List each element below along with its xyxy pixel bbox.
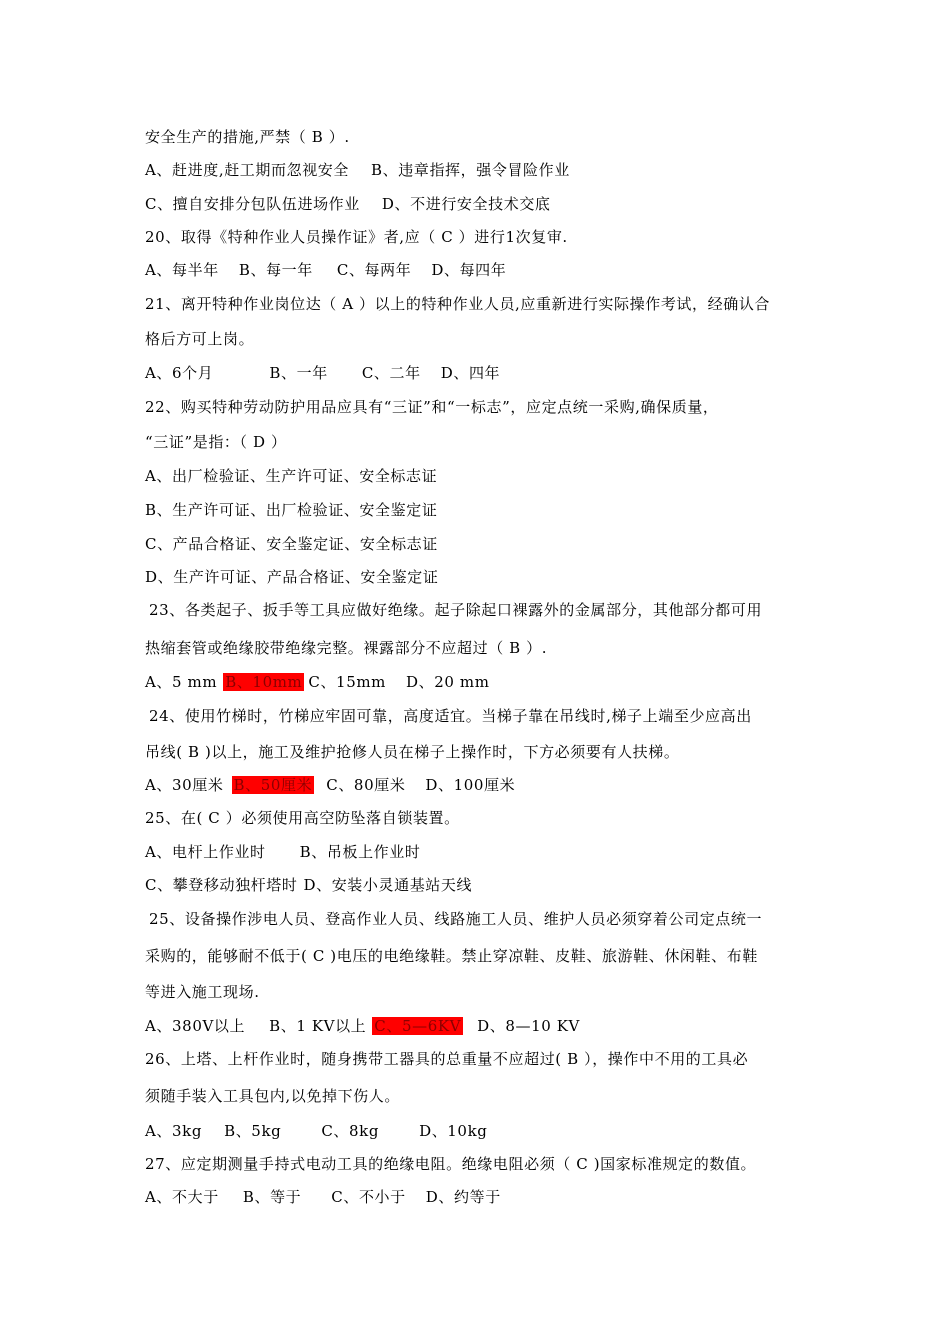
option-c: C、不小于 (331, 1188, 406, 1206)
option-b: B、一年 (269, 364, 328, 382)
q23-options (145, 672, 810, 692)
text: 须随手装入工具包内,以免掉下伤人。 (145, 1087, 400, 1105)
option-d: D、约等于 (425, 1188, 501, 1206)
q26-stem-1 (145, 1049, 810, 1069)
option-a: A、5 mm (145, 673, 218, 691)
q24-stem-1 (149, 706, 810, 726)
text: C、产品合格证、安全鉴定证、安全标志证 (145, 535, 438, 553)
option-c: C、15mm (308, 673, 386, 691)
text: 23、各类起子、扳手等工具应做好绝缘。起子除起口裸露外的金属部分，其他部分都可用 (149, 601, 763, 619)
text: 25、设备操作涉电人员、登高作业人员、线路施工人员、维护人员必须穿着公司定点统一 (149, 910, 763, 928)
text: 吊线( B )以上，施工及维护抢修人员在梯子上操作时，下方必须要有人扶梯。 (145, 743, 680, 761)
option-a: A、30厘米 (145, 776, 224, 794)
q19-options-cd (145, 194, 810, 214)
text: 格后方可上岗。 (145, 330, 255, 348)
q19-stem-cont (145, 127, 810, 147)
text: 等进入施工现场. (145, 983, 260, 1001)
option-a: A、不大于 (145, 1188, 219, 1206)
text: 27、应定期测量手持式电动工具的绝缘电阻。绝缘电阻必须（ C )国家标准规定的数值。 (145, 1155, 757, 1173)
q25b-options (145, 1016, 810, 1036)
text: 25、在( C ）必须使用高空防坠落自锁装置。 (145, 809, 460, 827)
q22-option-b (145, 500, 810, 520)
option-d: D、10kg (419, 1122, 488, 1140)
q25b-stem-2 (145, 946, 810, 966)
text: 26、上塔、上杆作业时，随身携带工器具的总重量不应超过( B ），操作中不用的工具必 (145, 1050, 749, 1068)
option-d: D、不进行安全技术交底 (381, 195, 551, 213)
option-b: B、等于 (242, 1188, 302, 1206)
text: 安全生产的措施,严禁（ B ）. (145, 128, 350, 146)
q22-option-d (145, 567, 810, 587)
option-b: B、吊板上作业时 (299, 843, 421, 861)
option-d: D、20 mm (406, 673, 490, 691)
option-d: D、安装小灵通基站天线 (303, 876, 473, 894)
option-c: C、擅自安排分包队伍进场作业 (145, 195, 360, 213)
q25-options-ab (145, 842, 810, 862)
q22-stem-1 (145, 397, 810, 417)
option-a: A、电杆上作业时 (145, 843, 266, 861)
text: 24、使用竹梯时，竹梯应牢固可靠，高度适宜。当梯子靠在吊线时,梯子上端至少应高出 (149, 707, 752, 725)
option-c: C、每两年 (336, 261, 412, 279)
q27-options (145, 1187, 810, 1207)
option-a: A、每半年 (145, 261, 219, 279)
text: B、生产许可证、出厂检验证、安全鉴定证 (145, 501, 438, 519)
q22-option-a (145, 466, 810, 486)
q25-options-cd (145, 875, 810, 895)
option-c: C、80厘米 (326, 776, 406, 794)
text: 采购的，能够耐不低于( C )电压的电绝缘鞋。禁止穿凉鞋、皮鞋、旅游鞋、休闲鞋、布鞋 (145, 947, 758, 965)
option-b-highlighted: B、10mm (225, 673, 303, 691)
text: 21、离开特种作业岗位达（ A ）以上的特种作业人员,应重新进行实际操作考试，经确认合 (145, 295, 771, 313)
q20-options (145, 260, 810, 280)
q25-stem (145, 808, 810, 828)
text: 20、取得《特种作业人员操作证》者,应（ C ）进行1次复审. (145, 228, 568, 246)
q23-stem-1 (149, 600, 810, 620)
option-c: C、攀登移动独杆塔时 (145, 876, 298, 894)
option-d: D、每四年 (431, 261, 507, 279)
option-a: A、6个月 (145, 364, 214, 382)
option-a: A、赶进度,赶工期而忽视安全 (145, 161, 350, 179)
option-d: D、四年 (440, 364, 501, 382)
q25b-stem-1 (149, 909, 810, 929)
q27-stem (145, 1154, 810, 1174)
text: D、生产许可证、产品合格证、安全鉴定证 (145, 568, 439, 586)
q22-stem-2 (145, 432, 810, 452)
q21-options (145, 363, 810, 383)
option-b: B、违章指挥，强令冒险作业 (371, 161, 570, 179)
text: A、出厂检验证、生产许可证、安全标志证 (145, 467, 438, 485)
option-a: A、380V以上 (145, 1017, 246, 1035)
text: 热缩套管或绝缘胶带绝缘完整。裸露部分不应超过（ B ）. (145, 639, 548, 657)
option-b: B、5kg (224, 1122, 282, 1140)
q19-options-ab (145, 160, 810, 180)
q25b-stem-3 (145, 982, 810, 1002)
option-b-highlighted: B、50厘米 (233, 776, 313, 794)
option-a: A、3kg (145, 1122, 203, 1140)
q22-option-c (145, 534, 810, 554)
option-d: D、8—10 KV (477, 1017, 580, 1035)
q21-stem-1 (145, 294, 810, 314)
q24-stem-2 (145, 742, 810, 762)
option-c: C、二年 (361, 364, 421, 382)
q26-options (145, 1121, 810, 1141)
q26-stem-2 (145, 1086, 810, 1106)
q21-stem-2 (145, 329, 810, 349)
q20-stem (145, 227, 810, 247)
option-c: C、8kg (321, 1122, 380, 1140)
option-d: D、100厘米 (425, 776, 516, 794)
option-c-highlighted: C、5—6KV (374, 1017, 462, 1035)
q24-options (145, 775, 810, 795)
option-b: B、每一年 (238, 261, 313, 279)
q23-stem-2 (145, 638, 810, 658)
option-b: B、1 KV以上 (269, 1017, 367, 1035)
text: “三证”是指：（ D ） (145, 433, 287, 451)
text: 22、购买特种劳动防护用品应具有“三证”和“一标志”，应定点统一采购,确保质量， (145, 398, 719, 416)
